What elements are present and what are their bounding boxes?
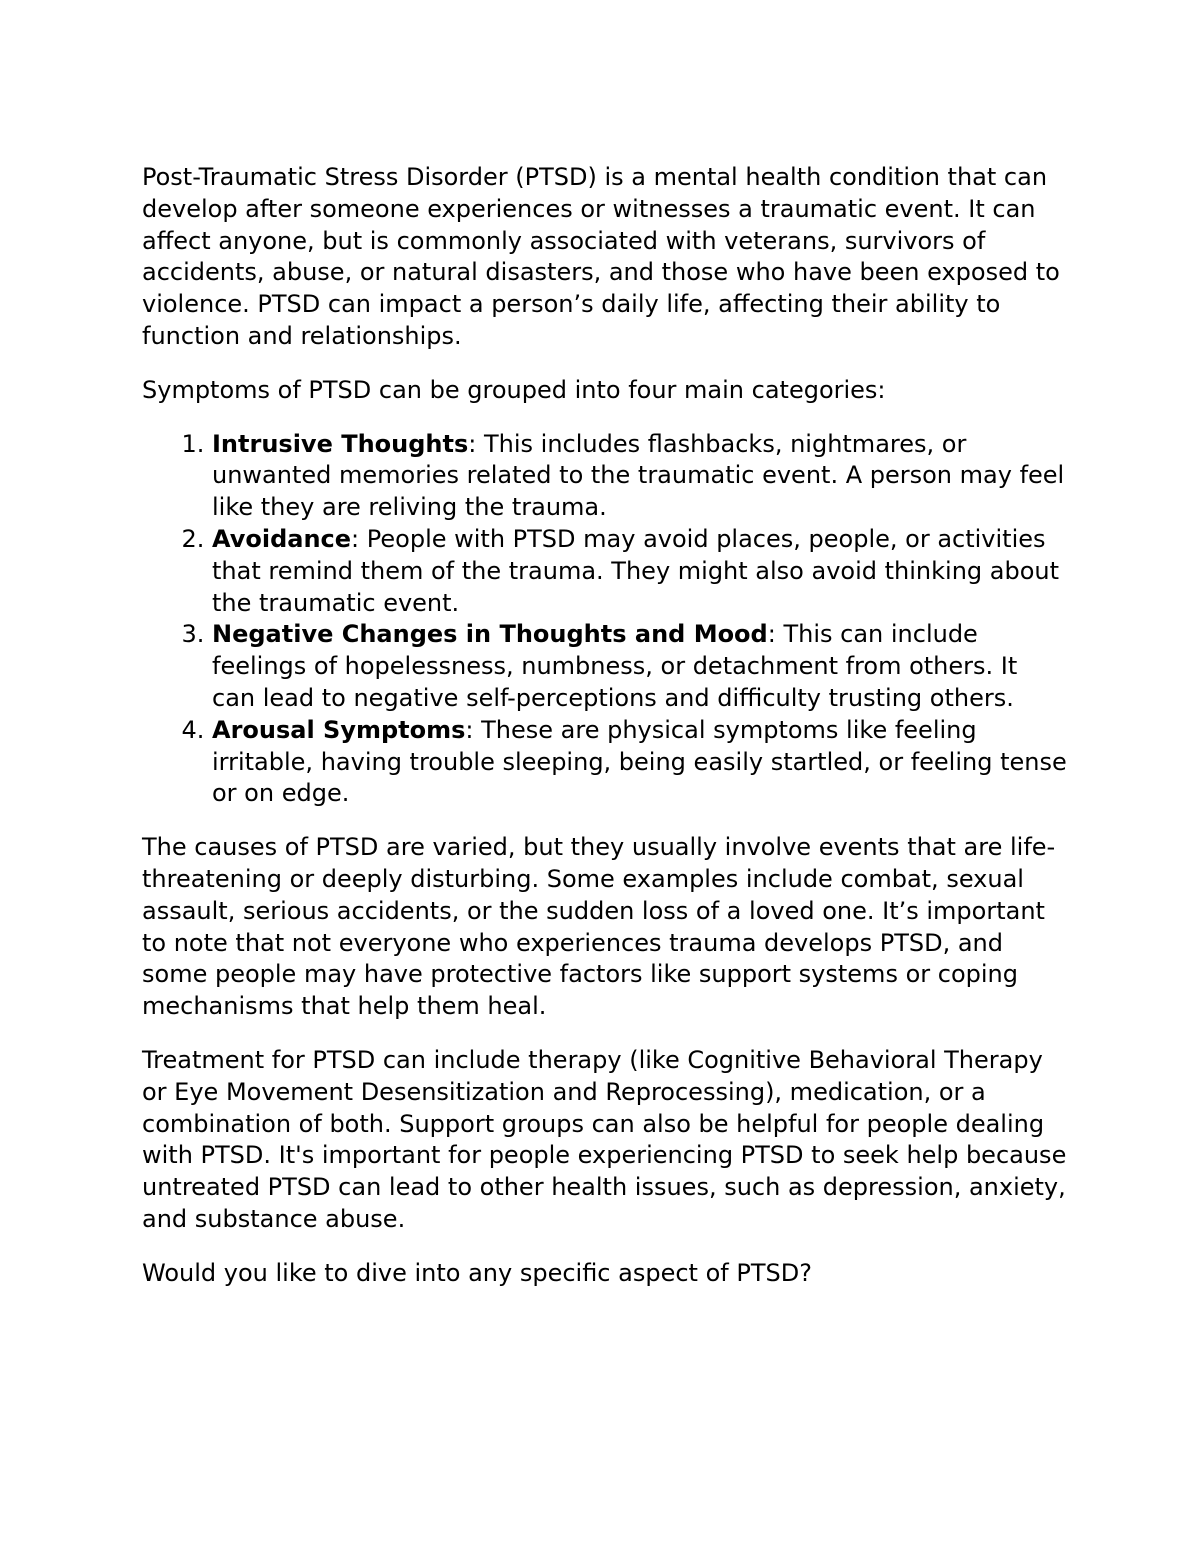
causes-paragraph: The causes of PTSD are varied, but they usually involve events that are life-threatening or deeply disturbing. Some examples include combat, sexual assault, serious accidents, or the sudden loss of a loved one. It’s important to note that not everyone who experiences trauma develops PTSD, and some people may have protective factors like support systems or coping mechanisms that help them heal. (142, 833, 1056, 1021)
symptoms-list (142, 429, 1067, 811)
list-item (212, 429, 1067, 524)
list-item-text: : This includes flashbacks, nightmares, or unwanted memories related to the traumatic event. A person may feel like they are reliving the trauma. (212, 429, 1065, 522)
treatment-paragraph: Treatment for PTSD can include therapy (like Cognitive Behavioral Therapy or Eye Movement Desensitization and Reprocessing), medication, or a combination of both. Support groups can also be helpful for people dealing with PTSD. It's important for people experiencing PTSD to seek help because untreated PTSD can lead to other health issues, such as depression, anxiety, and substance abuse. (142, 1045, 1067, 1233)
list-item (212, 715, 1067, 810)
list-item-text: : This can include feelings of hopelessness, numbness, or detachment from others. It can lead to negative self-perceptions and difficulty trusting others. (212, 620, 1018, 712)
list-item-text: : These are physical symptoms like feeling irritable, having trouble sleeping, being easily startled, or feeling tense or on edge. (212, 715, 1067, 808)
list-item (212, 619, 1067, 714)
list-item-text: : People with PTSD may avoid places, people, or activities that remind them of the trauma. They might also avoid thinking about the traumatic event. (212, 524, 1060, 617)
list-item (212, 524, 1067, 619)
list-item-term: Intrusive Thoughts (212, 429, 469, 458)
closing-paragraph: Would you like to dive into any specific aspect of PTSD? (142, 1258, 812, 1287)
intro-paragraph: Post-Traumatic Stress Disorder (PTSD) is a mental health condition that can develop after someone experiences or witnesses a traumatic event. It can affect anyone, but is commonly associated with veterans, survivors of accidents, abuse, or natural disasters, and those who have been exposed to violence. PTSD can impact a person’s daily life, affecting their ability to function and relationships. (142, 163, 1060, 350)
list-item-term: Avoidance (212, 524, 352, 553)
list-item-term: Arousal Symptoms (212, 715, 466, 744)
list-item-term: Negative Changes in Thoughts and Mood (212, 620, 768, 649)
symptoms-lead-paragraph: Symptoms of PTSD can be grouped into four main categories: (142, 375, 886, 404)
document-page (142, 162, 1067, 1312)
